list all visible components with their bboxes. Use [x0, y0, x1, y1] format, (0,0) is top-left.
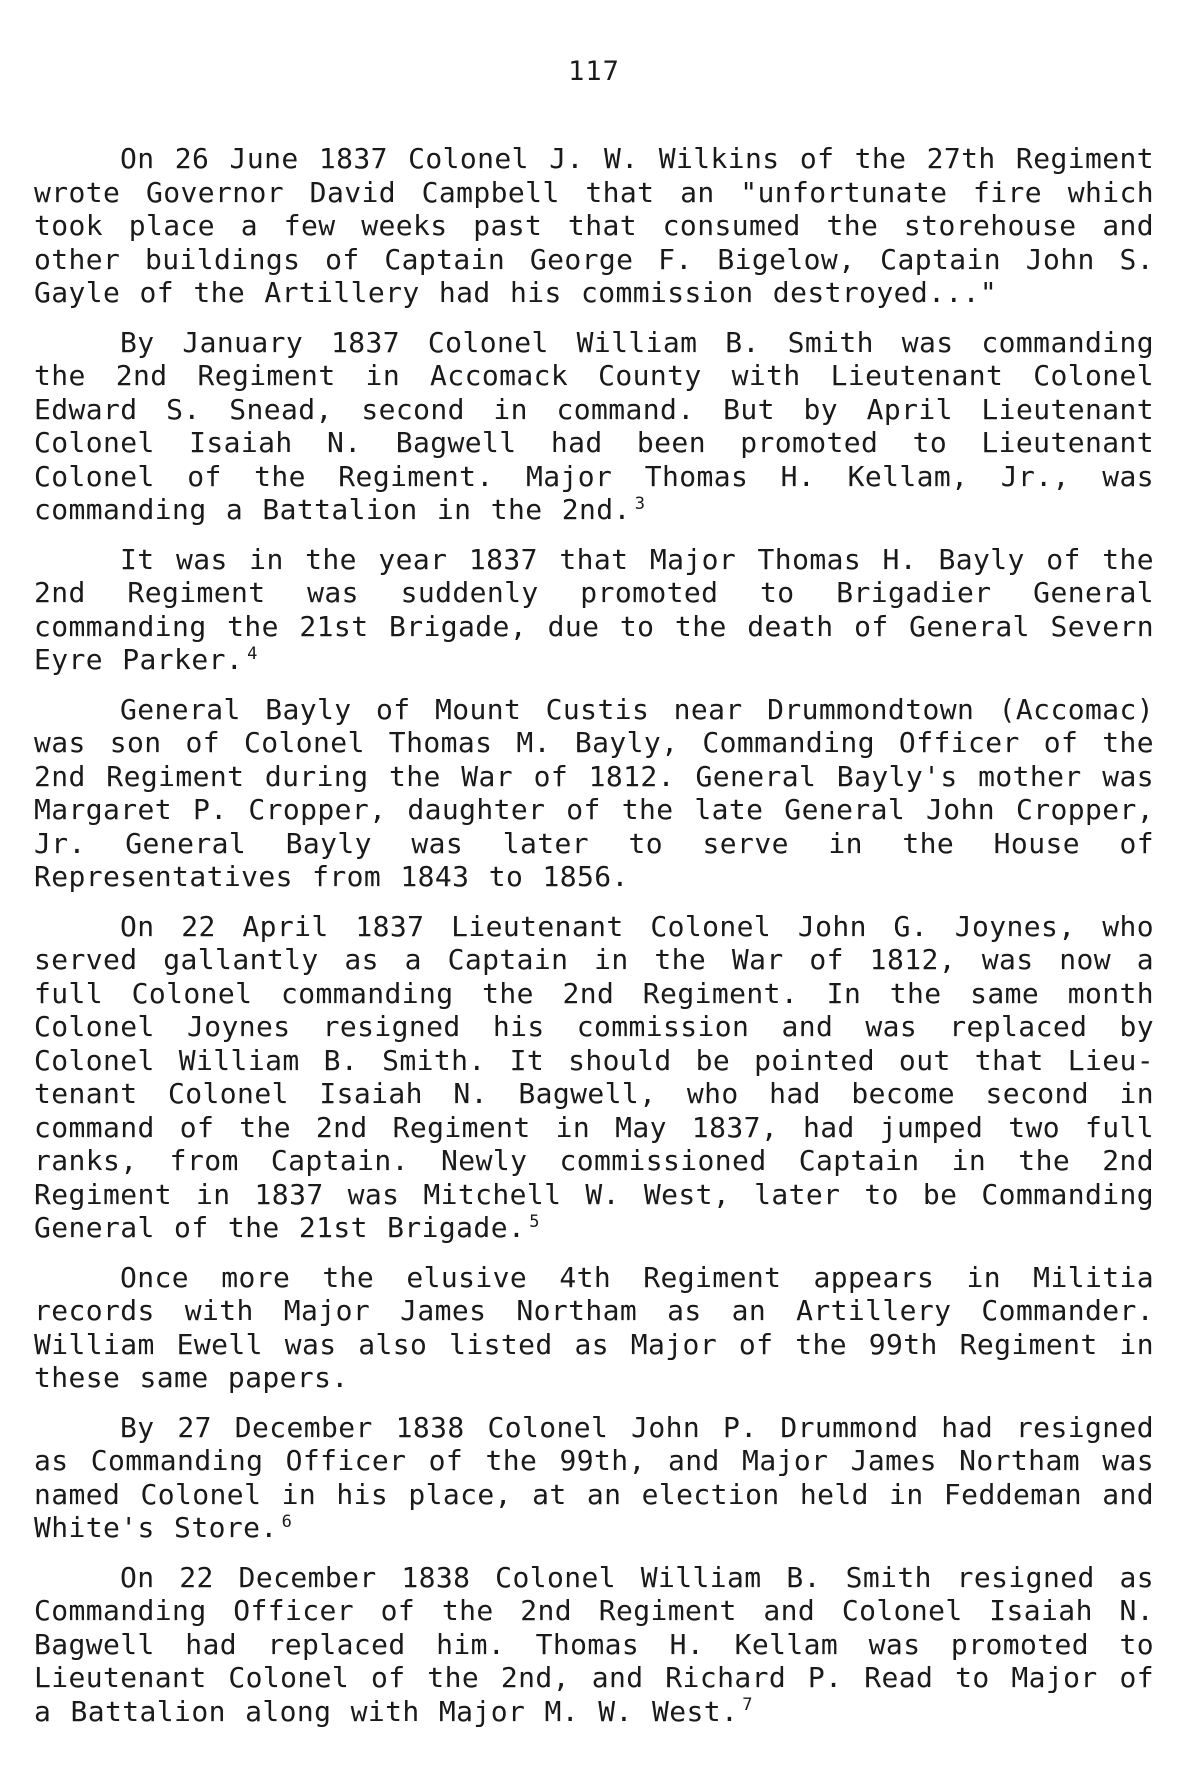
paragraph-text: On 22 December 1838 Colonel William B. Smith resigned as Commanding Officer of the 2nd Regiment and Colonel Isaiah N. Bagwell had replaced him. Thomas H. Kellam was promoted to Lieutenant Colonel of the 2nd, and Richard P. Read to Major of a Battalion along with Major M. W. West. — [34, 1560, 1154, 1728]
paragraph-text: By 27 December 1838 Colonel John P. Drummond had resigned as Commanding Officer of the 99th, and Major James Northam was named Colonel in his place, at an election held in Feddeman and White's Store. — [34, 1410, 1154, 1544]
footnote-marker: 5 — [529, 1211, 540, 1232]
paragraph-joynes-resignation — [34, 910, 1154, 1245]
paragraph-text: By January 1837 Colonel William B. Smith was commanding the 2nd Regiment in Accomack County with Lieutenant Colonel Edward S. Snead, second in command. But by April Lieutenant Colonel Isaiah N. Bagwell had been promoted to Lieutenant Colonel of the Regiment. Major Thomas H. Kellam, Jr., was commanding a Battalion in the 2nd. — [34, 325, 1154, 526]
footnote-marker: 7 — [742, 1695, 753, 1716]
paragraph-bayly-promotion — [34, 543, 1154, 677]
paragraph-smith-resignation — [34, 1561, 1154, 1729]
paragraph-text: On 22 April 1837 Lieutenant Colonel John G. Joynes, who served gallantly as a Captain in the War of 1812, was now a full Colonel commanding the 2nd Regiment. In the same month Colonel Joynes resigned his commission and was replaced by Colonel William B. Smith. It should be pointed out that Lieu-tenant Colonel Isaiah N. Bagwell, who had become second in command of the 2nd Regiment in May 1837, had jumped two full ranks, from Captain. Newly commissioned Captain in the 2nd Regiment in 1837 was Mitchell W. West, later to be Commanding General of the 21st Brigade. — [34, 909, 1154, 1244]
paragraph-drummond-resignation — [34, 1411, 1154, 1545]
paragraph-smith-2nd-regiment — [34, 326, 1154, 527]
paragraph-text: On 26 June 1837 Colonel J. W. Wilkins of the 27th Regiment wrote Governor David Campbell that an "unfortunate fire which took place a few weeks past that consumed the storehouse and other buildings of Captain George F. Bigelow, Captain John S. Gayle of the Artillery had his commission destroyed..." — [34, 142, 1154, 309]
footnote-marker: 6 — [281, 1511, 293, 1532]
document-body — [34, 142, 1154, 1744]
paragraph-text: General Bayly of Mount Custis near Drummondtown (Accomac) was son of Colonel Thomas M. Bayly, Commanding Officer of the 2nd Regiment during the War of 1812. General Bayly's mother was Margaret P. Cropper, daughter of the late General John Cropper, Jr. General Bayly was later to serve in the House of Representatives from 1843 to 1856. — [34, 692, 1154, 893]
paragraph-bayly-family — [34, 693, 1154, 894]
paragraph-4th-regiment — [34, 1261, 1154, 1395]
document-page — [34, 0, 1154, 1782]
footnote-marker: 3 — [634, 493, 646, 514]
paragraph-wilkins-fire — [34, 142, 1154, 310]
footnote-marker: 4 — [247, 643, 258, 664]
paragraph-text: It was in the year 1837 that Major Thomas H. Bayly of the 2nd Regiment was suddenly promoted to Brigadier General commanding the 21st Brigade, due to the death of General Severn Eyre Parker. — [34, 542, 1154, 676]
page-number: 117 — [568, 56, 620, 87]
paragraph-text: Once more the elusive 4th Regiment appears in Militia records with Major James Northam as an Artillery Commander. William Ewell was also listed as Major of the 99th Regiment in these same papers. — [34, 1260, 1154, 1394]
